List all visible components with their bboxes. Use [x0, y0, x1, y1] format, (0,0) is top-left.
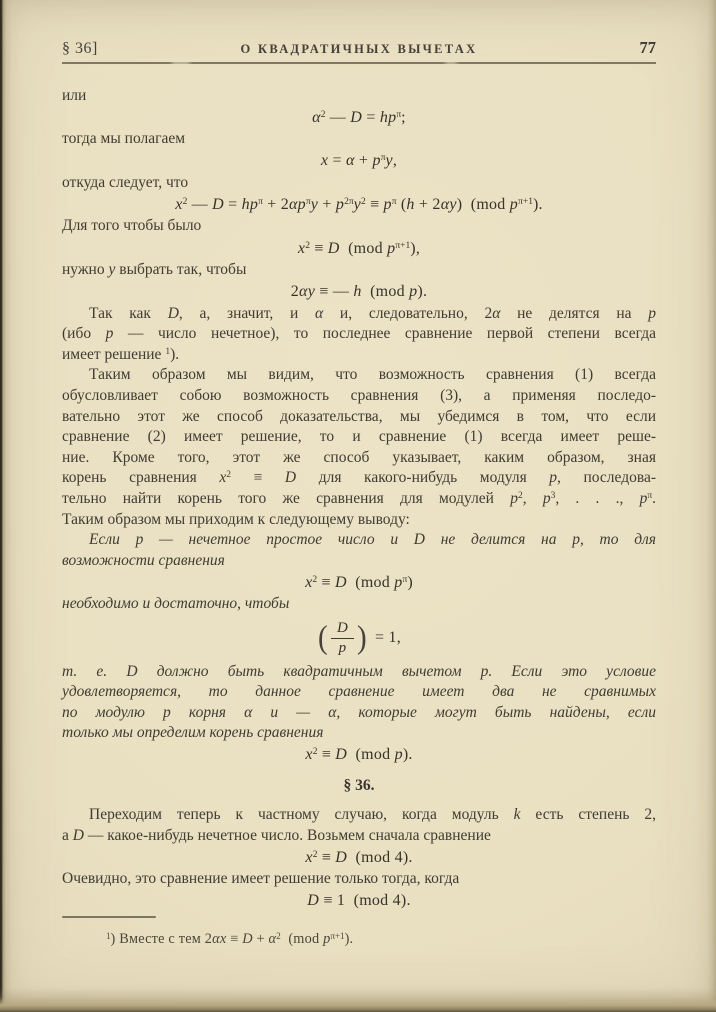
- paragraph-line: (ибо p — число нечетное), то последнее сравнение первой степени всегда: [62, 325, 657, 343]
- page-number: 77: [639, 38, 656, 57]
- math-formula: $x^2 \equiv D$ (mod 4).: [305, 848, 413, 866]
- paragraph-line: удовлетворяется, то данное сравнение имеет два не сравнимых: [62, 683, 656, 701]
- paragraph-line: тельно найти корень того же сравнения для модулей $p^2$, $p^3$, . . ., $p^\pi$.: [62, 490, 657, 507]
- paragraph: [62, 805, 656, 846]
- paragraph: [62, 304, 656, 366]
- paragraph-line: а D — какое-нибудь нечетное число. Возьмем сначала сравнение: [62, 826, 491, 844]
- paragraph: [62, 365, 656, 530]
- page-content: [62, 0, 656, 913]
- body-text-line: необходимо и достаточно, чтобы: [62, 595, 290, 613]
- math-formula: $x^2 \equiv D$ (mod $p^\pi$): [305, 573, 413, 591]
- math-formula: $x^2 \equiv D$ (mod $p^{\pi+1}$),: [297, 239, 421, 257]
- paragraph-line: Таким образом мы видим, что возможность сравнения (1) всегда: [89, 366, 656, 384]
- paragraph-line: корень сравнения $x^2 \equiv D$ для какого-нибудь модуля p, последова-: [62, 469, 656, 487]
- paragraph-line: Таким образом мы приходим к следующему выводу:: [62, 510, 410, 528]
- page-bottom-shadow: [0, 988, 716, 1012]
- paragraph: [62, 530, 656, 571]
- footnote-rule: [62, 916, 156, 918]
- paragraph-line: Переходим теперь к частному случаю, когда модуль k есть степень 2,: [89, 806, 656, 824]
- paragraph-line: имеет решение $^1$).: [62, 345, 180, 363]
- paragraph-line: Если p — нечетное простое число и D не делится на p, то для: [89, 531, 657, 549]
- page-body: [62, 86, 656, 912]
- paragraph-line: по модулю p корня α и — α, которые могут быть найдены, если: [62, 703, 656, 721]
- running-title: О КВАДРАТИЧНЫХ ВЫЧЕТАХ: [240, 42, 478, 56]
- paragraph-line: ние. Кроме того, этот же способ указывает, каким образом, зная: [62, 448, 656, 466]
- math-formula: $x^2$ — $D = hp^\pi + 2\alpha p^\pi y + p^{2\pi}y^2 \equiv p^\pi$ (h + 2αy) (mod $p^{\pi+1}$).: [175, 195, 543, 213]
- math-formula: 2αy ≡ — h (mod p).: [290, 283, 428, 301]
- body-text-line: откуда следует, что: [62, 173, 189, 191]
- paragraph-line: возможности сравнения: [62, 551, 225, 569]
- footnote-area: [62, 916, 656, 948]
- body-text-line: Для того чтобы было: [62, 217, 202, 235]
- page-right-edge: [707, 0, 716, 1012]
- header-rule: [62, 62, 656, 64]
- paragraph-line: только мы определим корень сравнения: [62, 724, 324, 742]
- body-text-line: или: [62, 86, 87, 104]
- body-text-line: нужно y выбрать так, чтобы: [62, 261, 247, 279]
- paragraph-line: обусловливает собою возможность сравнения (3), а применяя последо-: [62, 387, 656, 405]
- page-left-edge: [0, 0, 12, 1012]
- section-heading: § 36.: [343, 777, 375, 795]
- paragraph-line: вательно этот же способ доказательства, мы убедимся в том, что если: [62, 407, 656, 425]
- legendre-symbol-formula: ( $\frac{D}{p}$ ) = 1,: [318, 619, 401, 657]
- paragraph-line: т. е. D должно быть квадратичным вычетом p. Если это условие: [62, 662, 656, 680]
- body-text-line: тогда мы полагаем: [62, 130, 186, 148]
- footnote-text: $^1$) Вместе с тем $2\alpha x \equiv D + \alpha^2$ (mod $p^{\pi+1}$).: [106, 931, 354, 947]
- paragraph: [62, 662, 656, 744]
- math-formula: $x = \alpha + p^\pi y$,: [320, 152, 398, 170]
- body-text-line: Очевидно, это сравнение имеет решение только тогда, когда: [62, 870, 460, 888]
- math-formula: $\alpha^2$ — $D = hp^\pi$;: [312, 108, 406, 126]
- paragraph-line: сравнение (2) имеет решение, то и сравнение (1) всегда имеет реше-: [62, 428, 656, 446]
- math-formula: D ≡ 1 (mod 4).: [307, 892, 411, 910]
- math-formula: $x^2 \equiv D$ (mod p).: [305, 746, 413, 764]
- page-header: [62, 0, 656, 58]
- paragraph-line: Так как D, а, значит, и α и, следовательно, 2α не делятся на p: [89, 304, 656, 322]
- header-section-mark: § 36]: [62, 40, 98, 57]
